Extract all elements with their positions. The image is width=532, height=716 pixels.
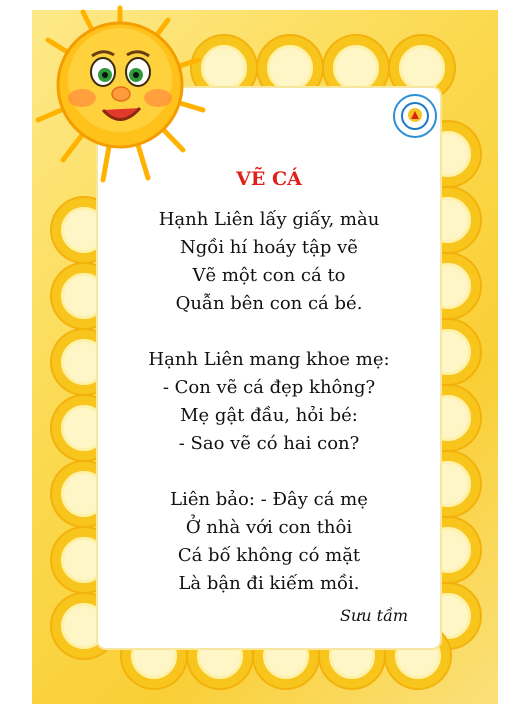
poem-line: - Sao vẽ có hai con? <box>178 433 360 454</box>
school-logo-icon <box>393 94 437 138</box>
poem-line: Quẫn bên con cá bé. <box>175 293 363 314</box>
poem-title: VẼ CÁ <box>236 168 302 190</box>
poem-line: Ngồi hí hoáy tập vẽ <box>180 237 358 258</box>
poem-line: - Con vẽ cá đẹp không? <box>162 377 376 398</box>
poem-line: Là bận đi kiếm mồi. <box>178 573 360 594</box>
poem-line: Hạnh Liên lấy giấy, màu <box>158 209 380 230</box>
poem-line: Cá bố không có mặt <box>177 545 361 566</box>
poem-line: Hạnh Liên mang khoe mẹ: <box>148 349 390 370</box>
poem-line: Mẹ gật đầu, hỏi bé: <box>180 405 358 426</box>
poem-body <box>98 206 440 626</box>
poem-credit: Sưu tầm <box>340 606 409 625</box>
stanza <box>98 486 440 598</box>
stanza <box>98 346 440 458</box>
stanza <box>98 206 440 318</box>
poem-line: Vẽ một con cá to <box>192 265 346 286</box>
poem-line: Ở nhà với con thôi <box>185 517 353 538</box>
poem-line: Liên bảo: - Đây cá mẹ <box>170 489 368 510</box>
